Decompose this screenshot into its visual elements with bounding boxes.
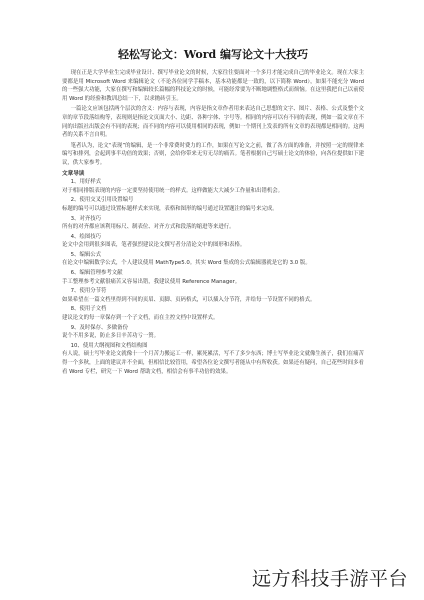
tip-7-heading: 7、使用分节符 [70, 288, 107, 295]
tip-4-heading: 4、绘图技巧 [70, 233, 102, 240]
watermark-text: 远方科技手游平台 [251, 568, 408, 590]
tip-5-heading: 5、编辑公式 [70, 251, 102, 258]
tip-7-body: 如果希望在一篇文档里得到不同的页眉、页脚、页码格式，可以插入分节符，并给每一节设置不同的格式。 [62, 296, 316, 303]
author-advice-paragraph: 笔者认为，论文“表现”的编辑，是一个非常费时费力的工作，如果在写论文之前，做了各方面的准备，并按照一定的规律来编写和排列，会起到事半功倍的效果；否则，会给你带来无穷无尽的痛苦。笔者根据自己写硕士论文的体验，向各位提供如下建议，供大家参考。 [62, 142, 364, 166]
tip-10-body: 有人说，硕士写毕业论文就像十一个月苦力搬运工一样，累死累活，写不了多少东西；博士写毕业论文就像生孩子，我们在痛苦得一个多秋，上面的建议并不全面，但相信比较管用，希望各位论文撰写者能从中有所收获。如果还有疑问，自己花些时间多看看 Word 专栏，研究一下 Word 帮助文档，相信会有事半功倍的效果。 [62, 351, 364, 375]
intro-paragraph: 现在正是大学毕业生完成毕业设计、撰写毕业论文的时候，大家往往要面对一个多月才能完成自己的毕业论文。现在大家主要都是用 Microsoft Word 来编辑论文（不论各位同学手稿本，基本功能都是一致的，以下简称 Word），如果不能充分 Word 的一些强大功能，大家在撰写和编辑较长篇幅的科技论文的时候，可能经常要为不断地调整格式而烦恼。在这里我把自己以前使用 Word 的经验和教训总结一下，以求抛砖引玉。 [62, 70, 364, 102]
document-title: 轻松写论文：Word 编写论文十大技巧 [117, 48, 309, 61]
tips-list [62, 178, 364, 376]
tip-6-heading: 6、编辑管理参考文献 [70, 270, 123, 277]
tip-4-body: 论文中会用到很多图表，笔者强烈建议论文撰写者分清论文中的图形和表格。 [62, 242, 246, 249]
tip-9-heading: 9、及时保存、多做备份 [70, 324, 128, 331]
tip-3-body: 所有的对齐都应该利用标尺、制表位、对齐方式和段落的缩进等来进行。 [62, 224, 235, 231]
tip-6-body: 手工整理参考文献很痛苦又容易出错，我建议使用 Reference Manager。 [62, 278, 241, 285]
tip-10-heading: 10、使用大纲视图和文档结构图 [70, 342, 148, 349]
tip-8-heading: 8、使用子文档 [70, 306, 107, 313]
tip-9-body: 说个不用多说，防止多日辛苦功亏一篑。 [62, 333, 160, 340]
tip-1-body: 对于相同排版表现的内容一定要坚持使用统一的样式。这样做能大大减少工作量和出错机会。 [62, 187, 284, 194]
content-presentation-paragraph: 一篇论文应该包括两个层次的含义：内容与表现，内容是指文章作者用来表达自己思想的文字、图片、表格、公式及整个文章的章节段落结构等，表现则是指论文页面大小、边距、各种字体、字号等。相同的内容可以有不同的表现，例如一篇文章在不同的出版社出版会有不同的表现；而不同的内容可以使用相同的表现，例如一个期刊上发表的所有文章的表现都是相同的。这两者的关系不言自明。 [62, 106, 364, 139]
tip-2-body: 标题的编号可以通过设置标题样式来实现，表格和图形的编号通过设置题注的编号来完成。 [62, 205, 278, 212]
section-heading: 文章导读 [62, 170, 85, 177]
tip-2-heading: 2、使用交叉引用设置编号 [70, 197, 134, 204]
tip-3-heading: 3、对齐技巧 [70, 215, 102, 222]
tip-8-body: 建议论文的每一章保存到一个子文档，而在主控文档中设置样式。 [62, 315, 219, 322]
tip-1-heading: 1、用好样式 [70, 179, 102, 186]
tip-5-body: 在论文中编辑数学公式，个人建议使用 MathType5.0。其实 Word 集成的公式编辑器就是它的 3.0 版。 [62, 260, 311, 267]
